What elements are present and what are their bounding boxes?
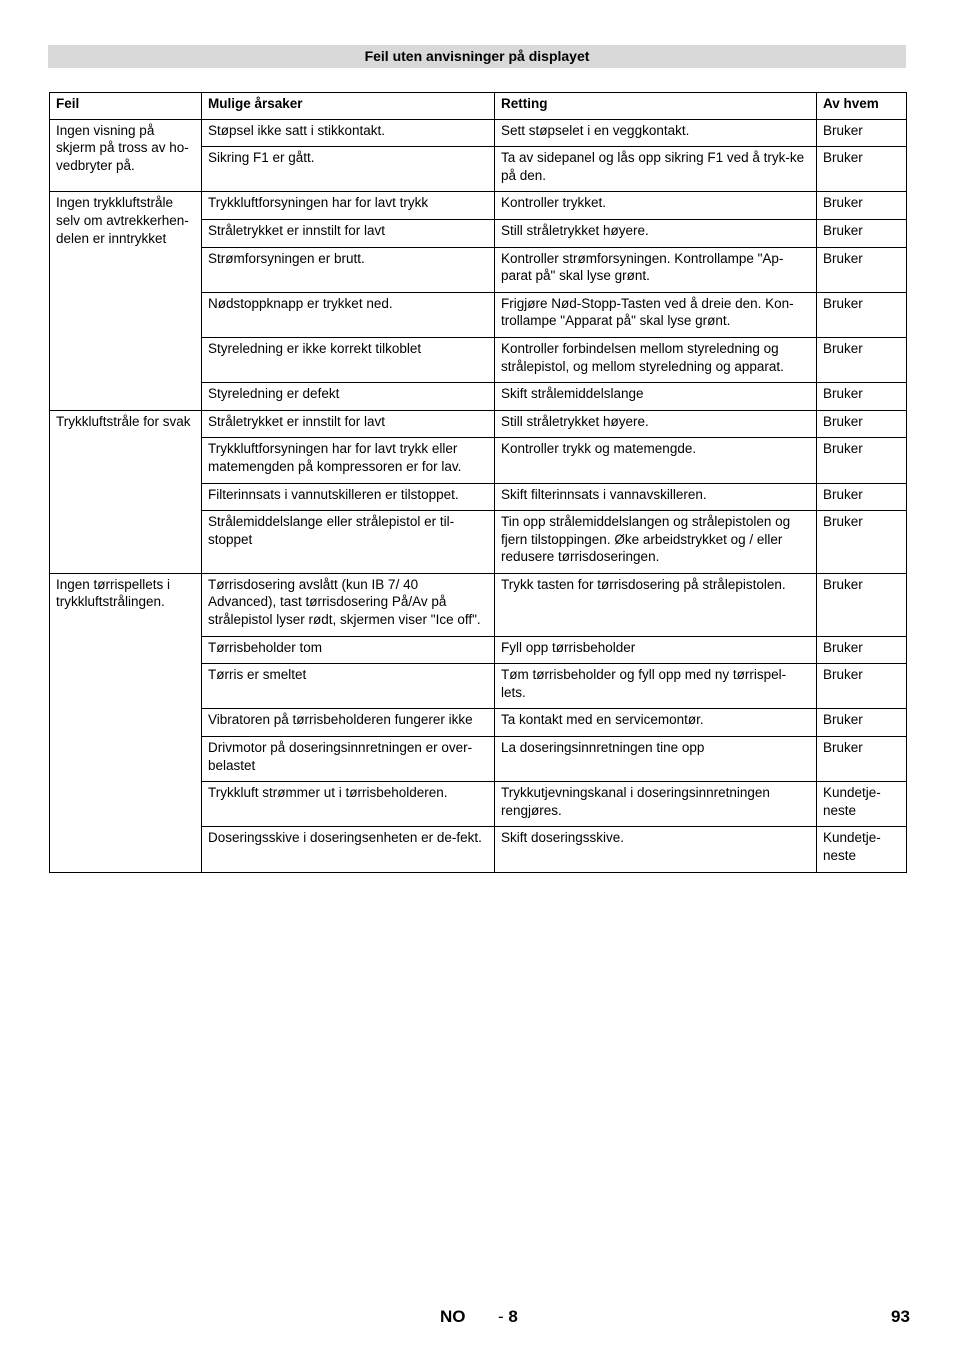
- by-whom-cell: Bruker: [817, 219, 907, 247]
- remedy-cell: Skift filterinnsats i vannavskilleren.: [495, 483, 817, 511]
- cause-cell: Styreledning er ikke korrekt tilkoblet: [202, 337, 495, 382]
- cause-cell: Tørris er smeltet: [202, 664, 495, 709]
- troubleshooting-table: [49, 92, 907, 873]
- by-whom-cell: Bruker: [817, 247, 907, 292]
- table-body: [50, 119, 907, 872]
- cause-cell: Styreledning er defekt: [202, 383, 495, 411]
- remedy-cell: Trykk tasten for tørrisdosering på strålepistolen.: [495, 573, 817, 636]
- by-whom-cell: Bruker: [817, 337, 907, 382]
- by-whom-cell: Bruker: [817, 737, 907, 782]
- cause-cell: Tørrisdosering avslått (kun IB 7/ 40 Advanced), tast tørrisdosering På/Av på strålepistol lyser rødt, skjermen viser "Ice off".: [202, 573, 495, 636]
- section-title: Feil uten anvisninger på displayet: [48, 45, 906, 68]
- by-whom-cell: Bruker: [817, 147, 907, 192]
- cause-cell: Strømforsyningen er brutt.: [202, 247, 495, 292]
- by-whom-cell: Bruker: [817, 573, 907, 636]
- by-whom-cell: Bruker: [817, 292, 907, 337]
- footer-page-local: 8: [508, 1307, 518, 1326]
- by-whom-cell: Bruker: [817, 636, 907, 664]
- header-cause: Mulige årsaker: [202, 93, 495, 120]
- remedy-cell: Ta av sidepanel og lås opp sikring F1 ved å tryk-ke på den.: [495, 147, 817, 192]
- cause-cell: Tørrisbeholder tom: [202, 636, 495, 664]
- by-whom-cell: Bruker: [817, 483, 907, 511]
- remedy-cell: Trykkutjevningskanal i doseringsinnretningen rengjøres.: [495, 782, 817, 827]
- remedy-cell: Frigjøre Nød-Stopp-Tasten ved å dreie den. Kon-trollampe "Apparat på" skal lyse grønt.: [495, 292, 817, 337]
- remedy-cell: Ta kontakt med en servicemontør.: [495, 709, 817, 737]
- by-whom-cell: Bruker: [817, 438, 907, 483]
- remedy-cell: Skift strålemiddelslange: [495, 383, 817, 411]
- footer-local-page: [498, 1307, 518, 1327]
- header-by-whom: Av hvem: [817, 93, 907, 120]
- cause-cell: Sikring F1 er gått.: [202, 147, 495, 192]
- remedy-cell: Kontroller forbindelsen mellom styreledning og strålepistol, og mellom styreledning og apparat.: [495, 337, 817, 382]
- by-whom-cell: Bruker: [817, 664, 907, 709]
- by-whom-cell: Bruker: [817, 410, 907, 438]
- remedy-cell: Kontroller strømforsyningen. Kontrollampe "Ap-parat på" skal lyse grønt.: [495, 247, 817, 292]
- table-row: [50, 410, 907, 438]
- fault-cell: Ingen visning på skjerm på tross av ho-vedbryter på.: [50, 119, 202, 192]
- cause-cell: Støpsel ikke satt i stikkontakt.: [202, 119, 495, 147]
- cause-cell: Nødstoppknapp er trykket ned.: [202, 292, 495, 337]
- cause-cell: Stråletrykket er innstilt for lavt: [202, 219, 495, 247]
- by-whom-cell: Bruker: [817, 192, 907, 220]
- table-row: [50, 119, 907, 147]
- cause-cell: Filterinnsats i vannutskilleren er tilstoppet.: [202, 483, 495, 511]
- remedy-cell: Kontroller trykk og matemengde.: [495, 438, 817, 483]
- remedy-cell: Skift doseringsskive.: [495, 827, 817, 872]
- remedy-cell: Still stråletrykket høyere.: [495, 219, 817, 247]
- cause-cell: Vibratoren på tørrisbeholderen fungerer ikke: [202, 709, 495, 737]
- by-whom-cell: Bruker: [817, 511, 907, 574]
- cause-cell: Strålemiddelslange eller strålepistol er til-stoppet: [202, 511, 495, 574]
- by-whom-cell: Bruker: [817, 383, 907, 411]
- footer-page-number: 93: [891, 1307, 910, 1326]
- by-whom-cell: Kundetje-neste: [817, 782, 907, 827]
- cause-cell: Drivmotor på doseringsinnretningen er over-belastet: [202, 737, 495, 782]
- footer-page-prefix: -: [498, 1307, 509, 1326]
- remedy-cell: Tin opp strålemiddelslangen og strålepistolen og fjern tilstoppingen. Øke arbeidstrykket og / eller redusere tørrisdoseringen.: [495, 511, 817, 574]
- header-remedy: Retting: [495, 93, 817, 120]
- fault-cell: Trykkluftstråle for svak: [50, 410, 202, 573]
- by-whom-cell: Bruker: [817, 119, 907, 147]
- cause-cell: Stråletrykket er innstilt for lavt: [202, 410, 495, 438]
- cause-cell: Trykkluftforsyningen har for lavt trykk: [202, 192, 495, 220]
- footer-language: NO: [440, 1307, 466, 1326]
- remedy-cell: La doseringsinnretningen tine opp: [495, 737, 817, 782]
- cause-cell: Doseringsskive i doseringsenheten er de-fekt.: [202, 827, 495, 872]
- by-whom-cell: Bruker: [817, 709, 907, 737]
- header-fault: Feil: [50, 93, 202, 120]
- remedy-cell: Still stråletrykket høyere.: [495, 410, 817, 438]
- cause-cell: Trykkluftforsyningen har for lavt trykk eller matemengden på kompressoren er for lav.: [202, 438, 495, 483]
- table-row: [50, 192, 907, 220]
- fault-cell: Ingen trykkluftstråle selv om avtrekkerhen-delen er inntrykket: [50, 192, 202, 410]
- fault-cell: Ingen tørrispellets i trykkluftstrålingen.: [50, 573, 202, 872]
- remedy-cell: Sett støpselet i en veggkontakt.: [495, 119, 817, 147]
- remedy-cell: Tøm tørrisbeholder og fyll opp med ny tørrispel-lets.: [495, 664, 817, 709]
- table-row: [50, 573, 907, 636]
- remedy-cell: Fyll opp tørrisbeholder: [495, 636, 817, 664]
- by-whom-cell: Kundetje-neste: [817, 827, 907, 872]
- cause-cell: Trykkluft strømmer ut i tørrisbeholderen.: [202, 782, 495, 827]
- remedy-cell: Kontroller trykket.: [495, 192, 817, 220]
- table-header-row: [50, 93, 907, 120]
